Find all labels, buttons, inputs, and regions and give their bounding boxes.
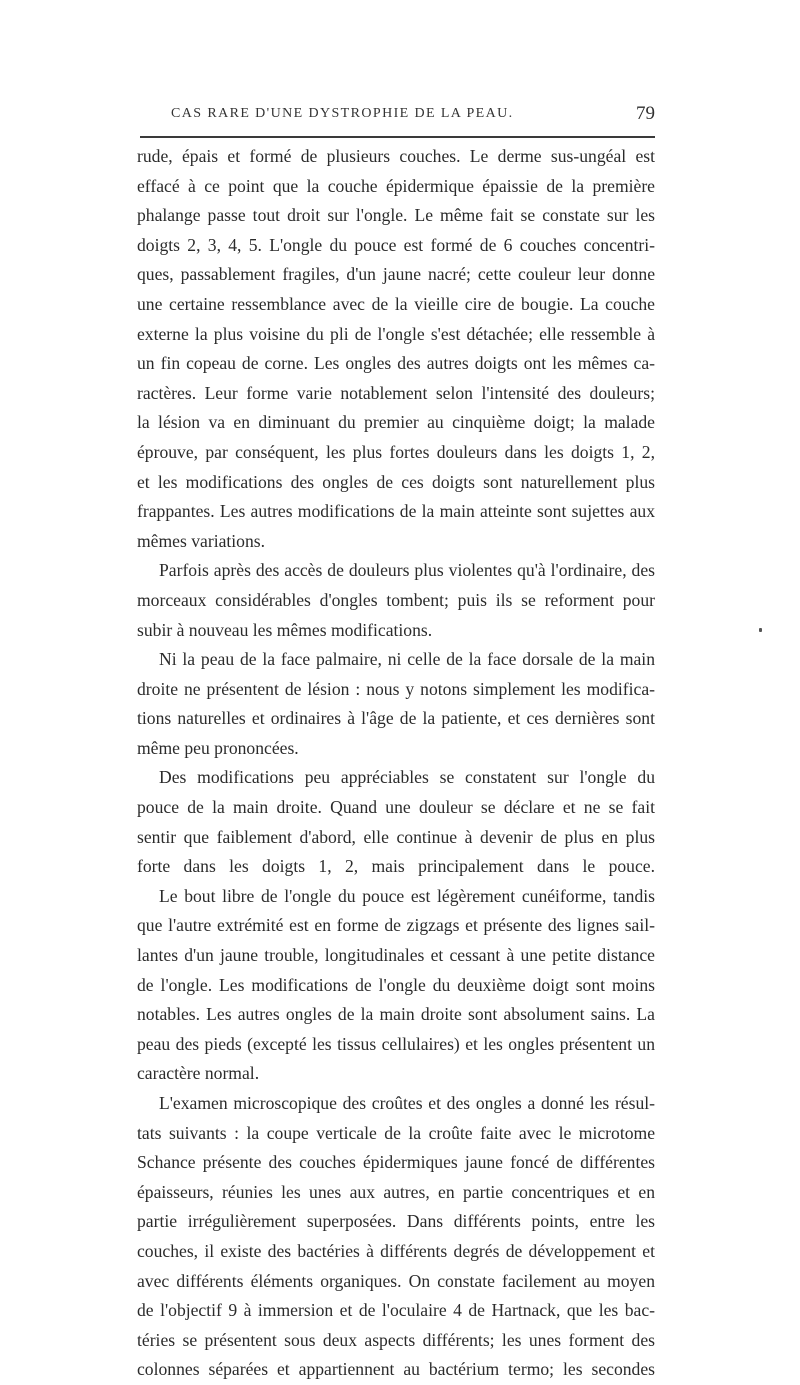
text-line: et les modifications des ongles de ces doigts sont naturellement plus (137, 471, 655, 492)
text-line: ques, passablement fragiles, d'un jaune nacré; cette couleur leur donne (137, 264, 655, 285)
text-line: colonnes séparées et appartiennent au bactérium termo; les secondes (137, 1359, 655, 1380)
text-line: subir à nouveau les mêmes modifications. (137, 619, 433, 640)
paragraph-5 (137, 882, 655, 1089)
text-line: L'examen microscopique des croûtes et des ongles a donné les résul- (159, 1093, 655, 1113)
text-line: Des modifications peu appréciables se constatent sur l'ongle du (159, 767, 655, 788)
text-line: morceaux considérables d'ongles tombent; puis ils se reforment pour (137, 589, 655, 610)
text-line: sentir que faiblement d'abord, elle continue à devenir de plus en plus (137, 826, 655, 847)
text-line: tats suivants : la coupe verticale de la croûte faite avec le microtome (137, 1122, 655, 1143)
text-line: tions naturelles et ordinaires à l'âge de la patiente, et ces dernières sont (137, 708, 655, 729)
paragraph-2 (137, 556, 655, 645)
text-line: couches, il existe des bactéries à différents degrés de développement et (137, 1240, 655, 1261)
text-line: partie irrégulièrement superposées. Dans différents points, entre les (137, 1211, 655, 1232)
paragraph-3 (137, 645, 655, 763)
text-line: Le bout libre de l'ongle du pouce est légèrement cunéiforme, tandis (159, 885, 655, 906)
header-rule (140, 136, 655, 138)
page-number: 79 (636, 103, 655, 124)
text-line: notables. Les autres ongles de la main droite sont absolument sains. La (137, 1004, 655, 1025)
text-line: une certaine ressemblance avec de la vieille cire de bougie. La couche (137, 293, 655, 314)
text-line: de l'ongle. Les modifications de l'ongle du deuxième doigt sont moins (137, 974, 655, 995)
paragraph-1 (137, 142, 655, 556)
body-text (137, 142, 655, 1385)
text-line: de l'objectif 9 à immersion et de l'oculaire 4 de Hartnack, que les bac- (137, 1300, 655, 1321)
text-line: Schance présente des couches épidermiques jaune foncé de différentes (137, 1152, 655, 1173)
text-line: la lésion va en diminuant du premier au cinquième doigt; la malade (137, 412, 655, 433)
text-line: effacé à ce point que la couche épidermique épaissie de la première (137, 175, 655, 196)
text-line: ractères. Leur forme varie notablement selon l'intensité des douleurs; (137, 382, 655, 403)
text-line: Ni la peau de la face palmaire, ni celle de la face dorsale de la main (159, 649, 655, 670)
paragraph-4 (137, 763, 655, 881)
ink-speck (759, 628, 762, 632)
text-line: lantes d'un jaune trouble, longitudinales et cessant à une petite distance (137, 945, 655, 966)
text-line: mêmes variations. (137, 530, 266, 551)
text-line: forte dans les doigts 1, 2, mais principalement dans le pouce. (137, 856, 655, 877)
text-line: que l'autre extrémité est en forme de zigzags et présente des lignes sail- (137, 915, 655, 936)
text-line: avec différents éléments organiques. On constate facilement au moyen (137, 1270, 655, 1291)
text-line: un fin copeau de corne. Les ongles des autres doigts ont les mêmes ca- (137, 353, 655, 374)
text-line: rude, épais et formé de plusieurs couches. Le derme sus-ungéal est (137, 146, 655, 166)
running-title: CAS RARE D'UNE DYSTROPHIE DE LA PEAU. (171, 106, 514, 121)
text-line: frappantes. Les autres modifications de la main atteinte sont sujettes aux (137, 501, 655, 522)
text-line: externe la plus voisine du pli de l'ongle s'est détachée; elle ressemble à (137, 323, 655, 344)
text-line: même peu prononcées. (137, 737, 299, 758)
paragraph-6 (137, 1089, 655, 1385)
text-line: droite ne présentent de lésion : nous y notons simplement les modifica- (137, 678, 655, 699)
text-line: pouce de la main droite. Quand une douleur se déclare et ne se fait (137, 797, 655, 818)
text-line: Parfois après des accès de douleurs plus violentes qu'à l'ordinaire, des (159, 560, 655, 581)
text-line: éprouve, par conséquent, les plus fortes douleurs dans les doigts 1, 2, (137, 441, 655, 462)
running-header (140, 103, 655, 127)
text-line: épaisseurs, réunies les unes aux autres, en partie concentriques et en (137, 1181, 655, 1202)
text-line: phalange passe tout droit sur l'ongle. Le même fait se constate sur les (137, 205, 655, 226)
text-line: caractère normal. (137, 1063, 260, 1084)
text-line: peau des pieds (excepté les tissus cellulaires) et les ongles présentent un (137, 1033, 655, 1054)
text-line: téries se présentent sous deux aspects différents; les unes forment des (137, 1329, 655, 1350)
text-line: doigts 2, 3, 4, 5. L'ongle du pouce est formé de 6 couches concentri- (137, 234, 655, 255)
